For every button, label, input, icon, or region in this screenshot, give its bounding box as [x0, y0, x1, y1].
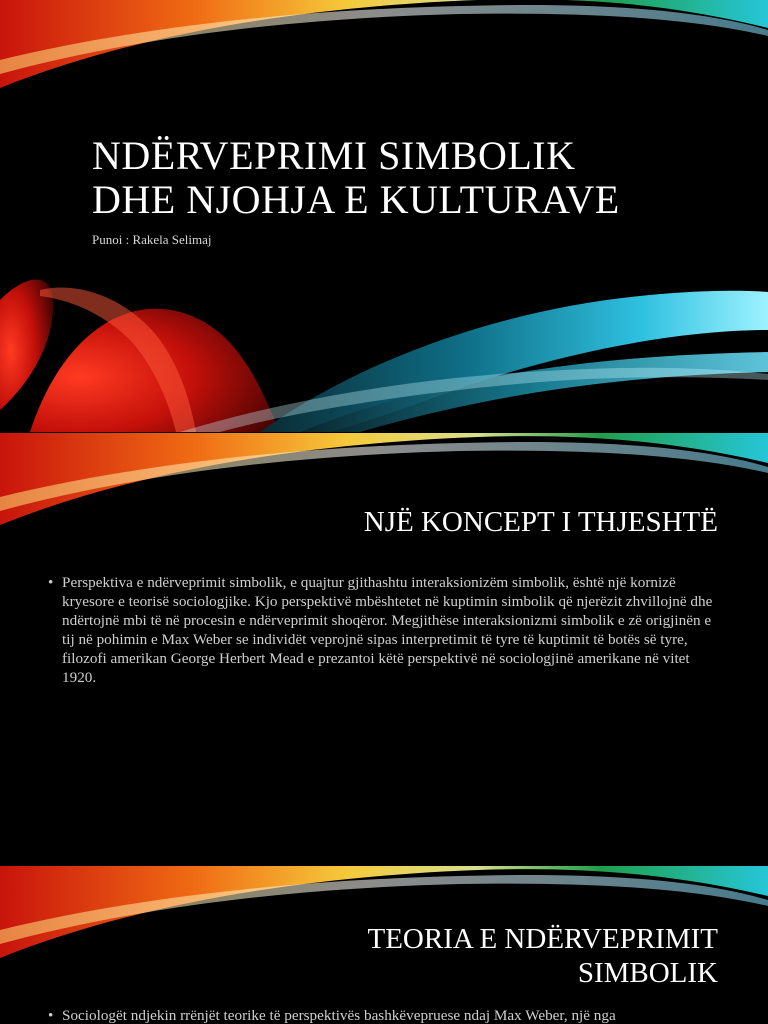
slide-theory[interactable]	[0, 866, 768, 1024]
title-line-2: DHE NJOHJA E KULTURAVE	[92, 177, 620, 222]
slide-simple-concept[interactable]	[0, 433, 768, 865]
bullet-list	[48, 573, 724, 687]
bullet-text: Perspektiva e ndërveprimit simbolik, e quajtur gjithashtu interaksionizëm simbolik, është një kornizë kryesore e teorisë sociologjike. Kjo perspektivë mbështetet në kuptimin simbolik që njerëzit zhvillojnë dhe ndërtojnë mbi të në procesin e ndërveprimit shoqëror. Megjithëse interaksionizmi simbolik e zë origjinën e tij në pohimin e Max Weber se individët veprojnë sipas interpretimit të tyre të kuptimit të botës së tyre, filozofi amerikan George Herbert Mead e prezantoi këtë perspektivë në sociologjinë amerikane në vitet 1920.	[62, 574, 713, 686]
author-subtitle: Punoi : Rakela Selimaj	[92, 232, 212, 247]
slide-heading	[368, 922, 719, 990]
slide-heading: NJË KONCEPT I THJESHTË	[363, 506, 718, 538]
list-item	[48, 1006, 724, 1024]
title-line-2: SIMBOLIK	[577, 957, 718, 989]
bullet-marker: •	[48, 1007, 54, 1024]
bullet-marker: •	[48, 574, 54, 591]
bullet-list	[48, 1006, 724, 1024]
list-item	[48, 573, 724, 687]
bullet-text: Sociologët ndjekin rrënjët teorike të perspektivës bashkëvepruese ndaj Max Weber, një nga	[62, 1007, 616, 1024]
title-line-1: TEORIA E NDËRVEPRIMIT	[367, 923, 718, 955]
title-line-1: NDËRVEPRIMI SIMBOLIK	[92, 133, 576, 178]
slide-title[interactable]	[0, 0, 768, 432]
title-slide-heading	[92, 134, 732, 222]
